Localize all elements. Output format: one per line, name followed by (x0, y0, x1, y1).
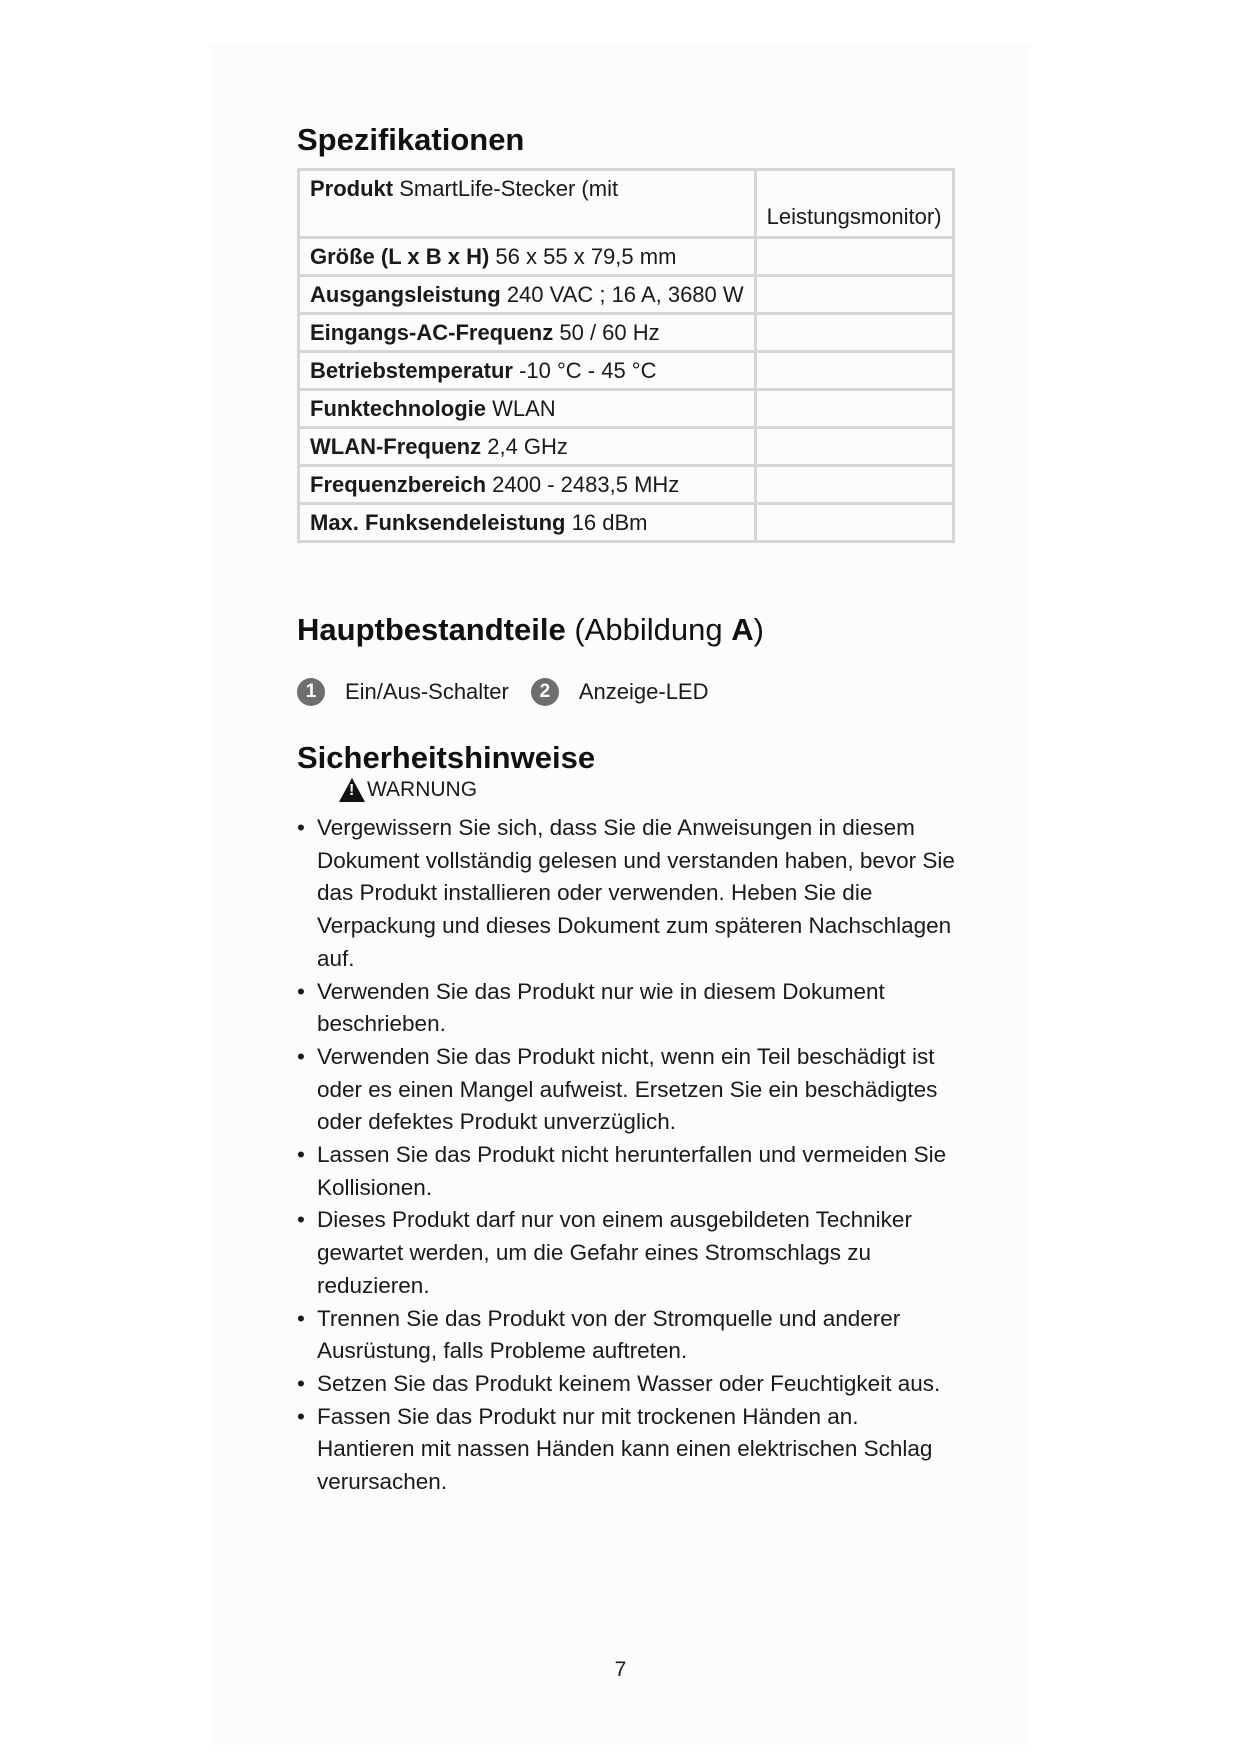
spec-row (299, 352, 954, 390)
safety-bullet-list (297, 812, 957, 1499)
spec-row (299, 238, 954, 276)
spec-row (299, 390, 954, 428)
spec-value: 56 x 55 x 79,5 mm (495, 244, 677, 269)
spec-label: Funktechnologie (310, 396, 486, 421)
spec-cell-empty (755, 466, 953, 504)
spec-cell (299, 504, 756, 542)
spec-cell-empty (755, 170, 953, 238)
spec-row (299, 170, 954, 238)
spec-cell-empty (755, 352, 953, 390)
safety-bullet: • Verwenden Sie das Produkt nur wie in diesem Dokument beschrieben. (297, 976, 957, 1041)
spec-label: Betriebstemperatur (310, 358, 513, 383)
spec-label: Produkt (310, 176, 394, 201)
safety-bullet: • Verwenden Sie das Produkt nicht, wenn ein Teil beschädigt ist oder es einen Mangel aufweist. Ersetzen Sie ein beschädigtes oder defektes Produkt unverzüglich. (297, 1041, 957, 1139)
spec-value: WLAN (492, 396, 556, 421)
safety-bullet: • Trennen Sie das Produkt von der Stromquelle und anderer Ausrüstung, falls Probleme auftreten. (297, 1303, 957, 1368)
spec-cell (299, 276, 756, 314)
safety-bullet: • Lassen Sie das Produkt nicht herunterfallen und vermeiden Sie Kollisionen. (297, 1139, 957, 1204)
spec-cell-empty (755, 238, 953, 276)
spec-cell-empty (755, 428, 953, 466)
spec-cell (299, 390, 756, 428)
spec-label: Eingangs-AC-Frequenz (310, 320, 554, 345)
components-list (297, 678, 731, 706)
component-label: Anzeige-LED (578, 679, 709, 704)
spec-cell-empty (755, 504, 953, 542)
spec-value: 50 / 60 Hz (559, 320, 660, 345)
spec-row (299, 504, 954, 542)
spec-label: Größe (L x B x H) (310, 244, 490, 269)
component-number-badge: 1 (297, 678, 325, 706)
components-heading-bold: Hauptbestandteile (297, 612, 566, 647)
components-heading (297, 612, 764, 648)
component-label: Ein/Aus-Schalter (345, 679, 509, 704)
specs-heading: Spezifikationen (297, 122, 525, 157)
spec-cell (299, 170, 756, 238)
spec-cell (299, 428, 756, 466)
spec-row (299, 314, 954, 352)
spec-cell (299, 238, 756, 276)
component-number-badge: 2 (531, 678, 559, 706)
warning-label: WARNUNG (367, 778, 478, 801)
spec-label: WLAN-Frequenz (310, 434, 482, 459)
spec-label: Ausgangsleistung (310, 282, 501, 307)
spec-row (299, 428, 954, 466)
spec-value: 2,4 GHz (487, 434, 568, 459)
components-heading-letter: A (731, 612, 754, 647)
page-number: 7 (614, 1658, 627, 1681)
spec-label: Frequenzbereich (310, 472, 487, 497)
spec-cell (299, 314, 756, 352)
spec-label: Max. Funksendeleistung (310, 510, 566, 535)
spec-value: -10 °C - 45 °C (519, 358, 657, 383)
safety-bullet: • Vergewissern Sie sich, dass Sie die Anweisungen in diesem Dokument vollständig gelesen und verstanden haben, bevor Sie das Produkt installieren oder verwenden. Heben Sie die Verpackung und dieses Dokument zum späteren Nachschlagen auf. (297, 812, 957, 976)
spec-cell-empty (755, 314, 953, 352)
spec-value: 240 VAC ; 16 A, 3680 W (506, 282, 744, 307)
safety-bullet: • Setzen Sie das Produkt keinem Wasser oder Feuchtigkeit aus. (297, 1368, 957, 1401)
warning-triangle-icon (339, 778, 365, 802)
spec-cell-empty (755, 390, 953, 428)
spec-cell-empty (755, 276, 953, 314)
warning-banner (333, 778, 477, 802)
spec-row (299, 276, 954, 314)
spec-cell (299, 352, 756, 390)
spec-value: 2400 - 2483,5 MHz (492, 472, 680, 497)
spec-row (299, 466, 954, 504)
spec-value: SmartLife-Stecker (mit (399, 176, 619, 201)
components-heading-close: ) (753, 612, 764, 647)
components-heading-open: (Abbildung (574, 612, 732, 647)
spec-cell (299, 466, 756, 504)
safety-heading: Sicherheitshinweise (297, 740, 596, 775)
spec-table (297, 168, 955, 543)
spec-value-continued: Leistungsmonitor) (766, 204, 942, 229)
safety-bullet: • Fassen Sie das Produkt nur mit trockenen Händen an. Hantieren mit nassen Händen kann einen elektrischen Schlag verursachen. (297, 1401, 957, 1499)
safety-bullet: • Dieses Produkt darf nur von einem ausgebildeten Techniker gewartet werden, um die Gefahr eines Stromschlags zu reduzieren. (297, 1204, 957, 1302)
spec-value: 16 dBm (571, 510, 648, 535)
